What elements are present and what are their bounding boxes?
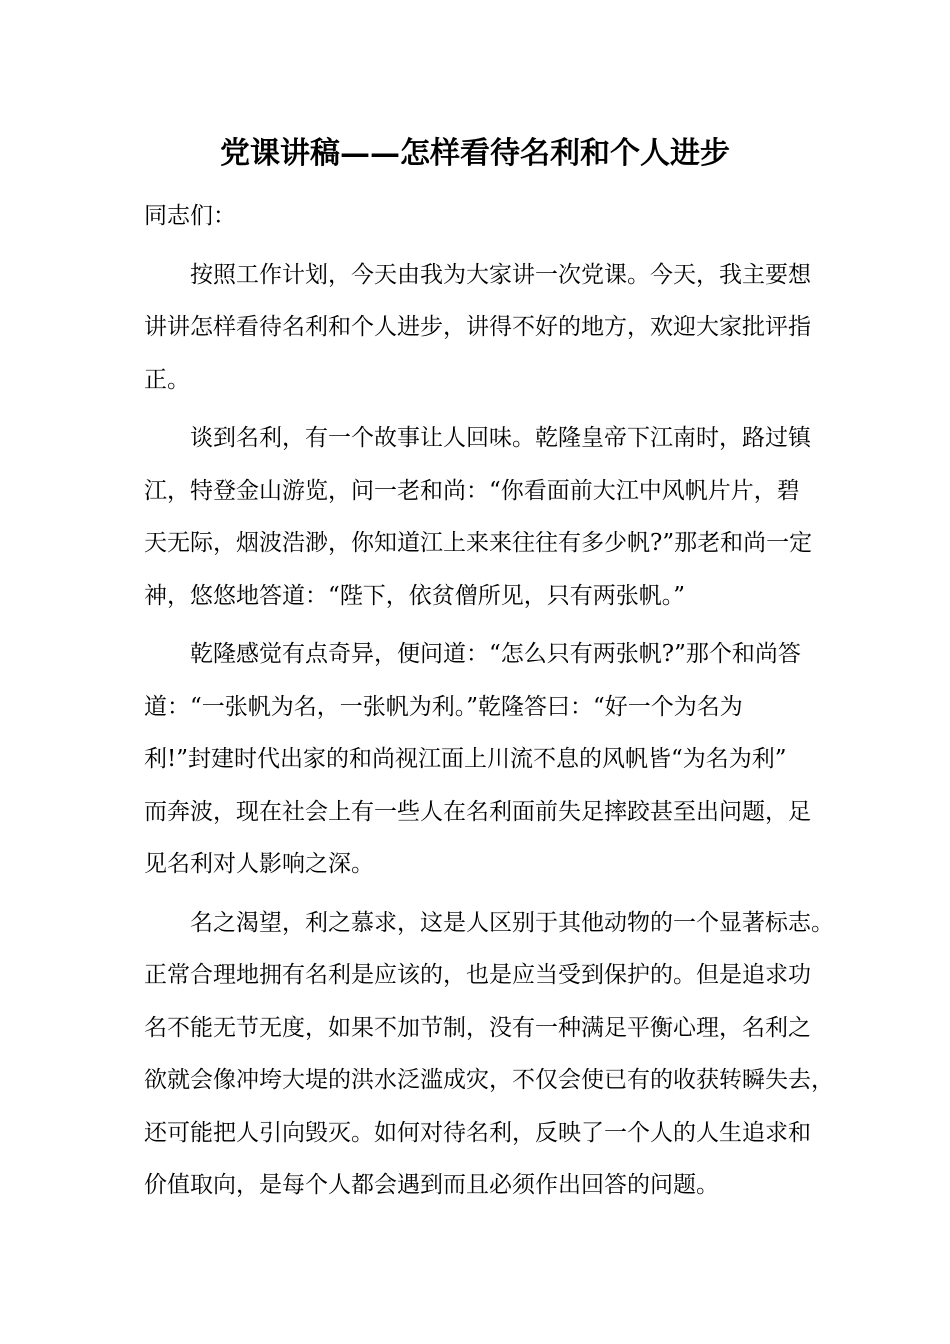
paragraph-line: 讲讲怎样看待名利和个人进步，讲得不好的地方，欢迎大家批评指 xyxy=(144,314,811,340)
document-body xyxy=(144,190,834,1218)
paragraph-line: 见名利对人影响之深。 xyxy=(144,851,374,877)
paragraph-line: 神，悠悠地答道：“陛下，依贫僧所见，只有两张帆。” xyxy=(144,582,686,609)
paragraph-line: 欲就会像冲垮大堤的洪水泛滥成灾，不仅会使已有的收获转瞬失去， xyxy=(144,1067,834,1093)
paragraph-qianlong xyxy=(144,628,811,891)
paragraph-line: 天无际，烟波浩渺，你知道江上来来往往有多少帆?”那老和尚一定 xyxy=(144,530,813,556)
paragraph-line: 而奔波，现在社会上有一些人在名利面前失足摔跤甚至出问题，足 xyxy=(144,798,811,825)
paragraph-line: 正常合理地拥有名利是应该的，也是应当受到保护的。但是追求功 xyxy=(144,962,811,988)
paragraph-line: 正。 xyxy=(144,366,190,393)
paragraph-line: 名不能无节无度，如果不加节制，没有一种满足平衡心理，名利之 xyxy=(144,1014,811,1041)
paragraph-line: 道：“一张帆为名，一张帆为利。”乾隆答曰：“好一个为名为 xyxy=(144,693,743,720)
paragraph-line: 谈到名利，有一个故事让人回味。乾隆皇帝下江南时，路过镇 xyxy=(190,425,811,451)
paragraph-story xyxy=(144,412,813,622)
paragraph-line: 乾隆感觉有点奇异，便问道：“怎么只有两张帆?”那个和尚答 xyxy=(190,641,801,667)
paragraph-line: 名之渴望，利之慕求，这是人区别于其他动物的一个显著标志。 xyxy=(190,909,834,936)
paragraph-line: 利!”封建时代出家的和尚视江面上川流不息的风帆皆“为名为利” xyxy=(144,746,787,772)
paragraph-line: 价值取向，是每个人都会遇到而且必须作出回答的问题。 xyxy=(144,1172,719,1198)
paragraph-line: 还可能把人引向毁灭。如何对待名利，反映了一个人的人生追求和 xyxy=(144,1119,811,1146)
paragraph-line: 江，特登金山游览，问一老和尚：“你看面前大江中风帆片片，碧 xyxy=(144,477,800,504)
paragraph-line: 按照工作计划，今天由我为大家讲一次党课。今天，我主要想 xyxy=(190,261,811,288)
paragraph-desire xyxy=(144,897,834,1212)
paragraph-intro xyxy=(144,249,811,407)
document-title: 党课讲稿——怎样看待名利和个人进步 xyxy=(220,136,730,171)
salutation: 同志们： xyxy=(144,203,236,229)
